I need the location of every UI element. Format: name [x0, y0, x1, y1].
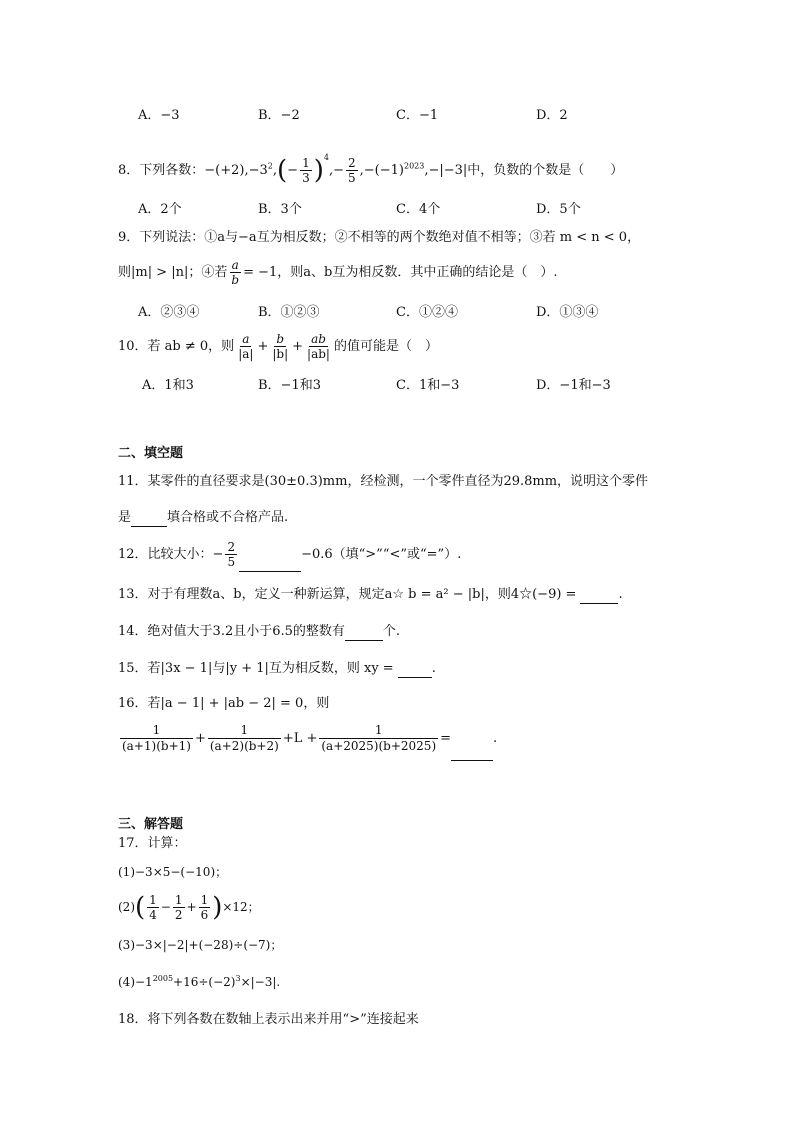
q10-option-a[interactable]: A．1和3 — [142, 378, 194, 393]
q8-exp2: 2 — [267, 161, 273, 171]
q9-line2 — [118, 256, 557, 290]
q10-option-b[interactable]: B．−1和3 — [258, 378, 321, 393]
q10-option-c[interactable]: C．1和−3 — [396, 378, 460, 393]
q9-line2-a: 则|m| > |n|；④若 — [118, 265, 228, 280]
q8-frac-2-5: $\frac{2}{5}$ — [348, 156, 356, 185]
q17-p4-a: (4)−1 — [118, 975, 153, 989]
q17-p2-suffix: ×12； — [222, 900, 260, 914]
q10-option-d[interactable]: D．−1和−3 — [536, 378, 611, 393]
q17-frac-1-4: $\frac{1}{4}$ — [149, 893, 157, 922]
q8-comma: , — [272, 163, 278, 178]
q17-p4-exp1: 2005 — [152, 974, 174, 983]
q9-option-c[interactable]: C．①②④ — [396, 305, 458, 320]
q7-options — [138, 104, 698, 122]
q16-answer-blank[interactable] — [451, 748, 493, 761]
q12-prefix: 12．比较大小：− — [118, 547, 224, 562]
q16-term-2: $\frac{1}{(a+2)(b+2)}$ — [209, 723, 279, 753]
q16-expression: $\frac{1}{(a+1)(b+1)}$ + $\frac{1}{(a+2)(b+2)}$ +L + $\frac{1}{(a+2025)(b+2025)}$ = . — [118, 717, 497, 761]
q11-line2-a: 是 — [118, 510, 132, 525]
q8-option-c[interactable]: C．4个 — [396, 202, 441, 217]
q11-line1: 11．某零件的直径要求是(30±0.3)mm，经检测，一个零件直径为29.8mm，说明这个零件 — [118, 474, 649, 489]
q10-plus-2: + — [292, 339, 304, 354]
q8-suffix: 中，负数的个数是（ ） — [467, 163, 624, 178]
q17-p2-prefix: (2) — [118, 900, 135, 914]
section-fill-in-title: 二、填空题 — [118, 446, 184, 461]
q12-suffix: −0.6（填“>”“<”或“=”）. — [301, 547, 462, 562]
q8-expr4: ,−|−3| — [424, 163, 468, 178]
q17-title: 17．计算： — [118, 836, 187, 851]
q10-question — [118, 329, 438, 365]
q14-answer-blank[interactable] — [345, 628, 383, 641]
q10-suffix: 的值可能是（ ） — [333, 339, 438, 354]
q13-question — [118, 586, 623, 604]
q14-question — [118, 623, 400, 641]
q15-text: 15．若|3x − 1|与|y + 1|互为相反数，则 xy = — [118, 661, 394, 676]
q7-option-b[interactable]: B．−2 — [258, 108, 300, 123]
section-solve-title: 三、解答题 — [118, 817, 184, 832]
q10-prefix: 10．若 ab ≠ 0，则 — [118, 339, 235, 354]
q8-frac-1-3: $\frac{1}{3}$ — [302, 156, 310, 185]
q8-expr1: −(+2),−3 — [204, 163, 268, 178]
q17-frac-1-6: $\frac{1}{6}$ — [200, 893, 209, 922]
q17-p4-c: ×|−3|. — [240, 975, 281, 989]
q9-option-a[interactable]: A．②③④ — [138, 305, 200, 320]
q8-neg: ,− — [328, 163, 344, 178]
q17-part-4 — [118, 970, 280, 991]
q11-answer-blank[interactable] — [131, 514, 167, 527]
q16-dots: +L + — [282, 731, 318, 746]
q12-question — [118, 538, 461, 572]
q9-frac-a-b: $\frac{a}{b}$ — [231, 258, 240, 287]
q8-expr3: ,−(−1) — [359, 163, 404, 178]
q8-options — [138, 198, 698, 216]
q11-line2-b: 填合格或不合格产品. — [167, 510, 289, 525]
q16-line1: 16．若|a − 1| + |ab − 2| = 0，则 — [118, 696, 330, 711]
q10-options — [138, 374, 698, 392]
q16-end: . — [493, 731, 498, 746]
q10-frac-1: $\frac{a}{|a|}$ — [238, 332, 254, 361]
q7-option-a[interactable]: A．−3 — [138, 108, 180, 123]
q8-option-d[interactable]: D．5个 — [536, 202, 581, 217]
q8-prefix: 8．下列各数： — [118, 163, 205, 178]
q15-answer-blank[interactable] — [398, 665, 432, 678]
q17-p2-minus: − — [160, 900, 171, 914]
q8-question: 8．下列各数：$-(+2),-3^2,(-$ $\frac{1}{3}$ )$^4$,− $\frac{2}{5}$ $,-(-1)^{2023},-|-3|$中，负数的个数是（ ） — [118, 153, 624, 186]
q18-question: 18．将下列各数在数轴上表示出来并用“>”连接起来 — [118, 1012, 419, 1027]
q12-frac-2-5: $\frac{2}{5}$ — [227, 540, 236, 569]
q10-frac-2: $\frac{b}{|b|}$ — [272, 332, 289, 361]
q11-line2 — [118, 509, 288, 527]
q9-line2-b: = −1，则a、b互为相反数．其中正确的结论是（ ）. — [243, 265, 558, 280]
q12-answer-blank[interactable] — [239, 559, 301, 572]
q16-term-3: $\frac{1}{(a+2025)(b+2025)}$ — [321, 723, 437, 753]
q8-option-b[interactable]: B．3个 — [258, 202, 302, 217]
q9-option-b[interactable]: B．①②③ — [258, 305, 320, 320]
q7-option-d[interactable]: D．2 — [536, 108, 568, 123]
q14-end: 个. — [382, 624, 401, 639]
q17-part-1: (1)−3×5−(−10)； — [118, 865, 228, 879]
q13-answer-blank[interactable] — [580, 591, 618, 604]
q17-p4-b: +16÷(−2) — [173, 975, 236, 989]
q10-plus-1: + — [257, 339, 269, 354]
q16-eq: = — [440, 731, 452, 746]
q10-frac-3: $\frac{ab}{|ab|}$ — [307, 332, 330, 361]
q13-end: . — [618, 587, 623, 602]
q17-p4-exp2: 3 — [235, 974, 241, 983]
q8-option-a[interactable]: A．2个 — [138, 202, 182, 217]
q8-exp4: 4 — [323, 153, 329, 162]
q17-part-2: (2)( $\frac{1}{4}$ − $\frac{1}{2}$ + $\frac{1}{6}$ )×12； — [118, 892, 260, 923]
q16-term-1: $\frac{1}{(a+1)(b+1)}$ — [122, 723, 191, 753]
q9-option-d[interactable]: D．①③④ — [536, 305, 599, 320]
q14-text: 14．绝对值大于3.2且小于6.5的整数有 — [118, 624, 345, 639]
q15-end: . — [431, 661, 436, 676]
q17-p2-plus: + — [186, 900, 197, 914]
q17-frac-1-2: $\frac{1}{2}$ — [174, 893, 183, 922]
q9-line1: 9．下列说法：①a与−a互为相反数；②不相等的两个数绝对值不相等；③若 m < n < 0， — [118, 230, 641, 245]
q17-part-3: (3)−3×|−2|+(−28)÷(−7)； — [118, 938, 283, 952]
q8-exp2023: 2023 — [403, 161, 425, 171]
q15-question — [118, 660, 436, 678]
q9-options — [138, 301, 698, 319]
q13-text: 13．对于有理数a、b，定义一种新运算，规定a☆ b = a² − |b|，则4☆(−9) = — [118, 587, 577, 602]
q7-option-c[interactable]: C．−1 — [396, 108, 439, 123]
